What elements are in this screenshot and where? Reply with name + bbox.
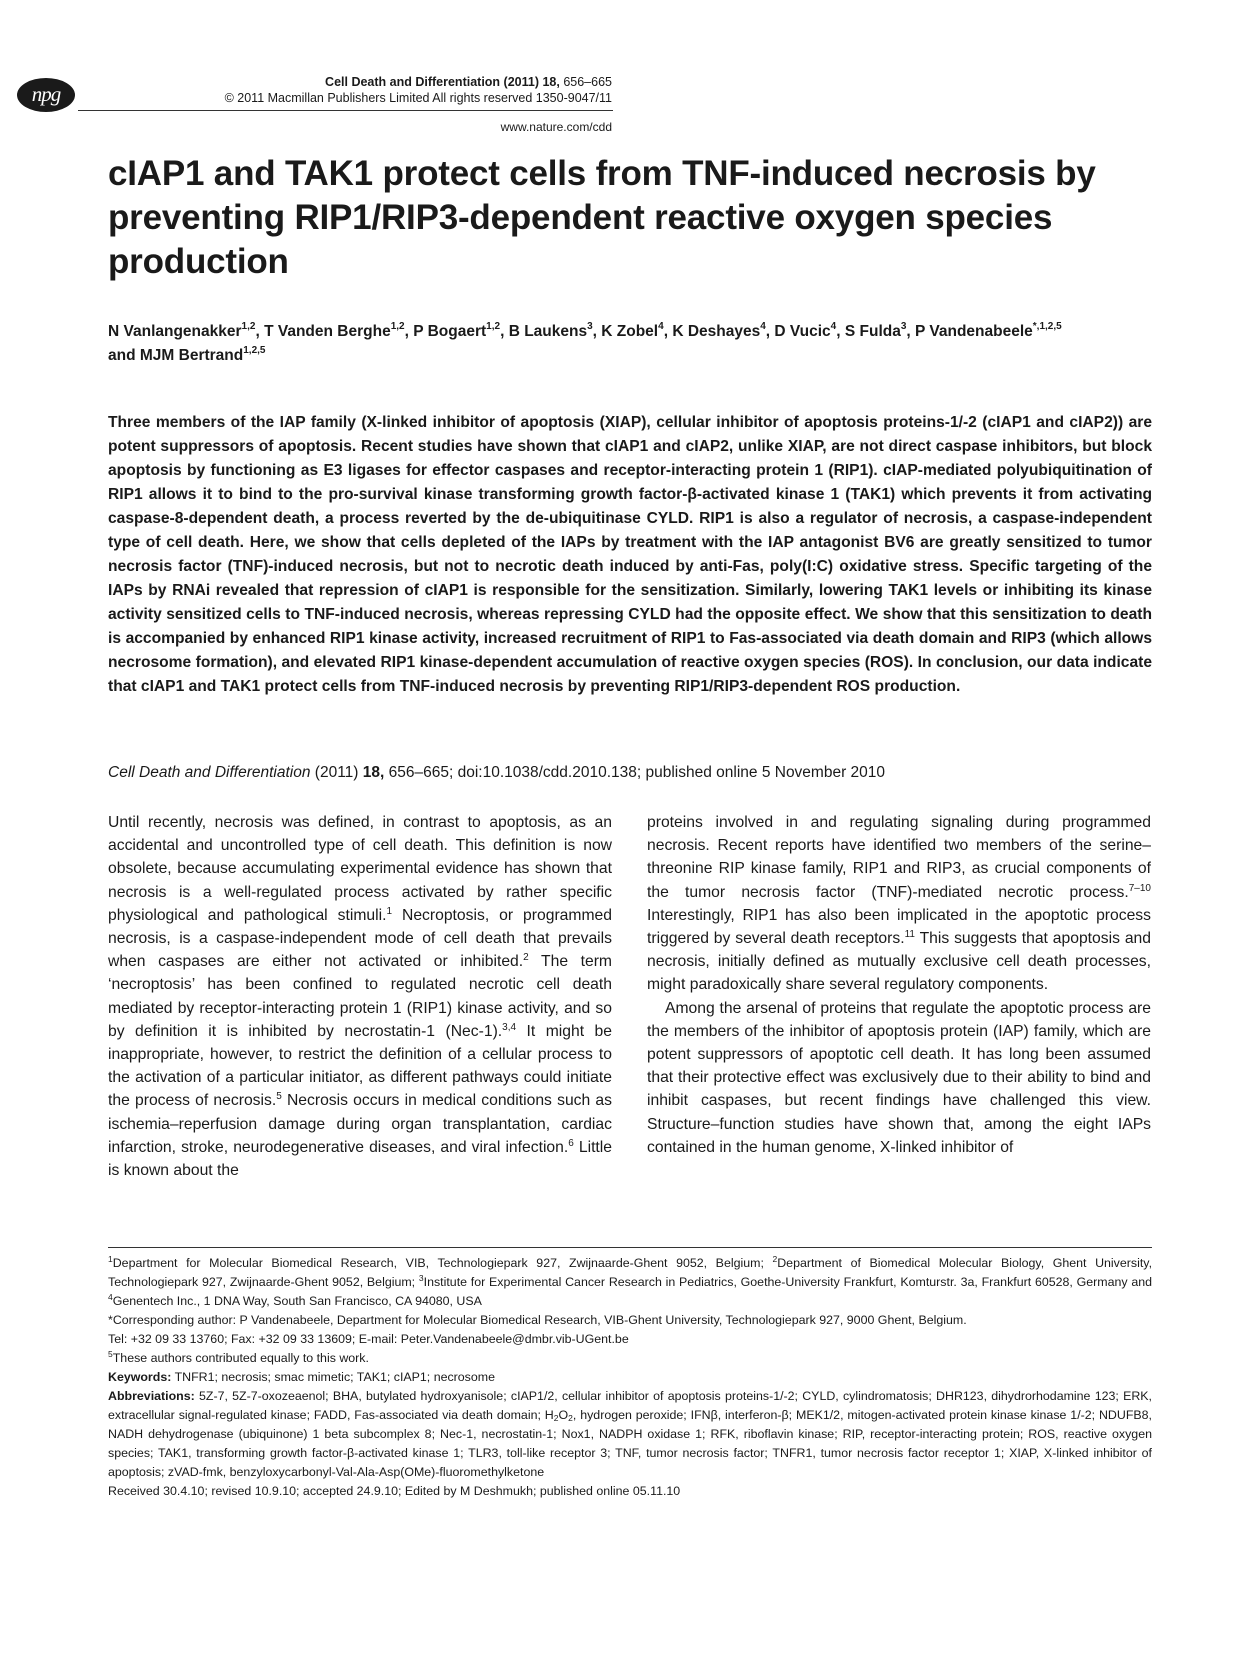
abbreviations-text: 5Z-7, 5Z-7-oxozeaenol; BHA, butylated hydroxyanisole; cIAP1/2, cellular inhibitor of apoptosis proteins-1/-2; CYLD, cylindromatosis; DHR123, dihydrorhodamine 123; ERK, extracellular signal-regulated kinase; FADD, Fas-associated via death domain; H [108,1389,1152,1422]
author: T Vanden Berghe [264,323,391,340]
affiliation-marker: 5 [108,1349,113,1359]
abbreviations-label: Abbreviations: [108,1389,195,1403]
footnote-divider [108,1247,1152,1248]
equal-contribution-note [108,1349,1152,1368]
author: N Vanlangenakker [108,323,242,340]
body-text: It might be inappropriate, however, to restrict the definition of a cellular process to the activation of a particular initiator, as different pathways could initiate the process of necrosis. [108,1022,612,1110]
author-affiliation: 3 [900,321,907,332]
body-text: Until recently, necrosis was defined, in contrast to apoptosis, as an accidental and uncontrolled type of cell death. This definition is now obsolete, because accumulating experimental evidence has shown that necrosis is a well-regulated process activated by rather specific physiological and pathological stimuli. [108,814,612,924]
copyright-line: © 2011 Macmillan Publishers Limited All rights reserved 1350-9047/11 [224,91,612,105]
affiliation-marker: 1 [108,1254,113,1264]
keywords-label: Keywords: [108,1370,172,1384]
body-paragraph [108,811,612,1182]
reference-marker[interactable]: 2 [523,952,529,964]
body-column-right [647,811,1151,1159]
contact-info[interactable]: Tel: +32 09 33 13760; Fax: +32 09 33 13609; E-mail: Peter.Vandenabeele@dmbr.vib-UGent.be [108,1332,629,1346]
reference-marker[interactable]: 1 [386,905,393,917]
reference-marker[interactable]: 3,4 [502,1021,517,1033]
author-affiliation: 1,2 [390,321,405,332]
reference-marker[interactable]: 6 [568,1137,574,1149]
journal-url[interactable]: www.nature.com/cdd [500,120,612,134]
body-text: Necrosis occurs in medical conditions such as ischemia–reperfusion damage during organ transplantation, cardiac infarction, stroke, neurodegenerative diseases, and viral infection. [108,1092,613,1156]
corresponding-author: *Corresponding author: P Vandenabeele, Department for Molecular Biomedical Research, VIB-Ghent University, Technologiepark 927, 9000 Ghent, Belgium. [108,1313,967,1327]
body-paragraph [647,811,1151,997]
subscript: 2 [568,1413,573,1423]
reference-marker[interactable]: 5 [276,1091,282,1103]
article-citation [108,762,1152,784]
author-affiliation: 1,2 [241,321,256,332]
keywords-text: TNFR1; necrosis; smac mimetic; TAK1; cIAP1; necrosome [174,1370,495,1384]
author: D Vucic [774,323,831,340]
body-text: Necroptosis, or programmed necrosis, is a caspase-independent mode of cell death that prevails when caspases are either not activated or inhibited. [108,906,612,971]
author-affiliation: 4 [760,321,766,332]
affiliations [108,1254,1152,1311]
reference-marker[interactable]: 7–10 [1128,882,1151,894]
equal-contribution-text: These authors contributed equally to this work. [112,1351,369,1365]
author-affiliation: 3 [587,321,593,332]
journal-header [92,74,612,106]
body-text: proteins involved in and regulating signaling during programmed necrosis. Recent reports have identified two members of the serine–threonine RIP kinase family, RIP1 and RIP3, as crucial components of the tumor necrosis factor (TNF)-mediated necrotic process. [647,814,1151,901]
citation-journal: Cell Death and Differentiation [108,764,311,781]
citation-year: (2011) [314,764,359,781]
abbreviations-text: O [558,1408,569,1422]
keywords [108,1368,1152,1387]
paper-title: cIAP1 and TAK1 protect cells from TNF-induced necrosis by preventing RIP1/RIP3-dependent reactive oxygen species production [108,154,1096,281]
affiliation-text: Genentech Inc., 1 DNA Way, South San Francisco, CA 94080, USA [112,1294,482,1308]
journal-pages: 656–665 [563,75,612,89]
author-list: N Vanlangenakker$^{1,2}$, T Vanden Berghe$^{1,2}$, P Bogaert$^{1,2}$, B Laukens$^3$, K Zobel$^4$, K Deshayes$^4$, D Vucic$^4$, S Fulda$^3$, P Vandenabeele$^{*,1,2,5}$ and MJM Bertrand$^{1,2,5}$ [108,321,1062,364]
affiliation-text: Department of Biomedical Molecular Biology, Ghent University, Technologiepark 927, Zwijnaarde-Ghent 9052, Belgium; [108,1256,1153,1289]
abbreviations-text: , hydrogen peroxide; IFNβ, interferon-β; MEK1/2, mitogen-activated protein kinase kinase 1/-2; NDUFB8, NADH dehydrogenase (ubiquinone) 1 beta subcomplex 8; Nec-1, necrostatin-1; Nox1, NADPH oxidase 1; RFK, riboflavin kinase; RIP, receptor-interacting protein; ROS, reactive oxygen species; TAK1, transforming growth factor-β-activated kinase 1; TLR3, toll-like receptor 3; TNF, tumor necrosis factor; TNFR1, tumor necrosis factor receptor 1; XIAP, X-linked inhibitor of apoptosis; zVAD-fmk, benzyloxycarbonyl-Val-Ala-Asp(OMe)-fluoromethylketone [108,1408,1152,1479]
author-affiliation: 1,2,5 [243,345,266,356]
affiliation-marker: 2 [772,1254,778,1264]
author-affiliation: 4 [658,321,664,332]
footnotes [108,1254,1152,1501]
body-column-left [108,811,612,1182]
author: B Laukens [508,323,588,340]
npg-logo: npg [17,78,75,112]
citation-volume: 18, [362,764,385,781]
journal-citation-line [92,74,612,90]
affiliation-text: Institute for Experimental Cancer Research in Pediatrics, Goethe-University Frankfurt, Komturstr. 3a, Frankfurt 60528, Germany and [423,1275,1153,1289]
body-text: Interestingly, RIP1 has also been implicated in the apoptotic process triggered by several death receptors. [647,906,1151,948]
subscript: 2 [553,1413,559,1423]
author: P Vandenabeele [915,323,1033,340]
abbreviations [108,1387,1152,1482]
affiliation-text: Department for Molecular Biomedical Research, VIB, Technologiepark 927, Zwijnaarde-Ghent 9052, Belgium; [112,1256,773,1270]
body-paragraph: Among the arsenal of proteins that regulate the apoptotic process are the members of the inhibitor of apoptosis protein (IAP) family, which are potent suppressors of apoptotic cell death. It has long been assumed that their protective effect was exclusively due to their ability to bind and inhibit caspases, but recent findings have challenged this view. Structure–function studies have shown that, among the eight IAPs contained in the human genome, X-linked inhibitor of [647,999,1151,1156]
body-text: This suggests that apoptosis and necrosis, initially defined as mutually exclusive cell death processes, might paradoxically share several regulatory components. [647,930,1151,994]
author: K Zobel [601,323,659,340]
affiliation-marker: 4 [108,1292,113,1302]
author: MJM Bertrand [139,347,244,364]
affiliation-marker: 3 [418,1273,424,1283]
author: S Fulda [844,323,901,340]
received-dates: Received 30.4.10; revised 10.9.10; accepted 24.9.10; Edited by M Deshmukh; published online 05.11.10 [108,1484,681,1498]
header-divider [78,110,613,111]
author-affiliation: *,1,2,5 [1032,321,1062,332]
journal-name: Cell Death and Differentiation (2011) 18, [325,75,560,89]
body-text: Little is known about the [108,1138,613,1180]
author-affiliation: 1,2 [486,321,501,332]
citation-details: 656–665; doi:10.1038/cdd.2010.138; published online 5 November 2010 [388,764,886,781]
author: P Bogaert [413,323,487,340]
abstract: Three members of the IAP family (X-linked inhibitor of apoptosis (XIAP), cellular inhibitor of apoptosis proteins-1/-2 (cIAP1 and cIAP2)) are potent suppressors of apoptosis. Recent studies have shown that cIAP1 and cIAP2, unlike XIAP, are not direct caspase inhibitors, but block apoptosis by functioning as E3 ligases for effector caspases and receptor-interacting protein 1 (RIP1). cIAP-mediated polyubiquitination of RIP1 allows it to bind to the pro-survival kinase transforming growth factor-β-activated kinase 1 (TAK1) which prevents it from activating caspase-8-dependent death, a process reverted by the de-ubiquitinase CYLD. RIP1 is also a regulator of necrosis, a caspase-independent type of cell death. Here, we show that cells depleted of the IAPs by treatment with the IAP antagonist BV6 are greatly sensitized to tumor necrosis factor (TNF)-induced necrosis, but not to necrotic death induced by anti-Fas, poly(I:C) oxidative stress. Specific targeting of the IAPs by RNAi revealed that repression of cIAP1 is responsible for the sensitization. Similarly, lowering TAK1 levels or inhibiting its kinase activity sensitized cells to TNF-induced necrosis, whereas repressing CYLD had the opposite effect. We show that this sensitization to death is accompanied by enhanced RIP1 kinase activity, increased recruitment of RIP1 to Fas-associated via death domain and RIP3 (which allows necrosome formation), and elevated RIP1 kinase-dependent accumulation of reactive oxygen species (ROS). In conclusion, our data indicate that cIAP1 and TAK1 protect cells from TNF-induced necrosis by preventing RIP1/RIP3-dependent ROS production. [108,414,1152,695]
reference-marker[interactable]: 11 [904,929,915,941]
body-text: The term ‘necroptosis’ has been confined to regulated necrotic cell death mediated by receptor-interacting protein 1 (RIP1) kinase activity, and so by definition it is inhibited by necrostatin-1 (Nec-1). [108,953,612,1040]
author-affiliation: 4 [830,321,837,332]
author: K Deshayes [672,323,761,340]
